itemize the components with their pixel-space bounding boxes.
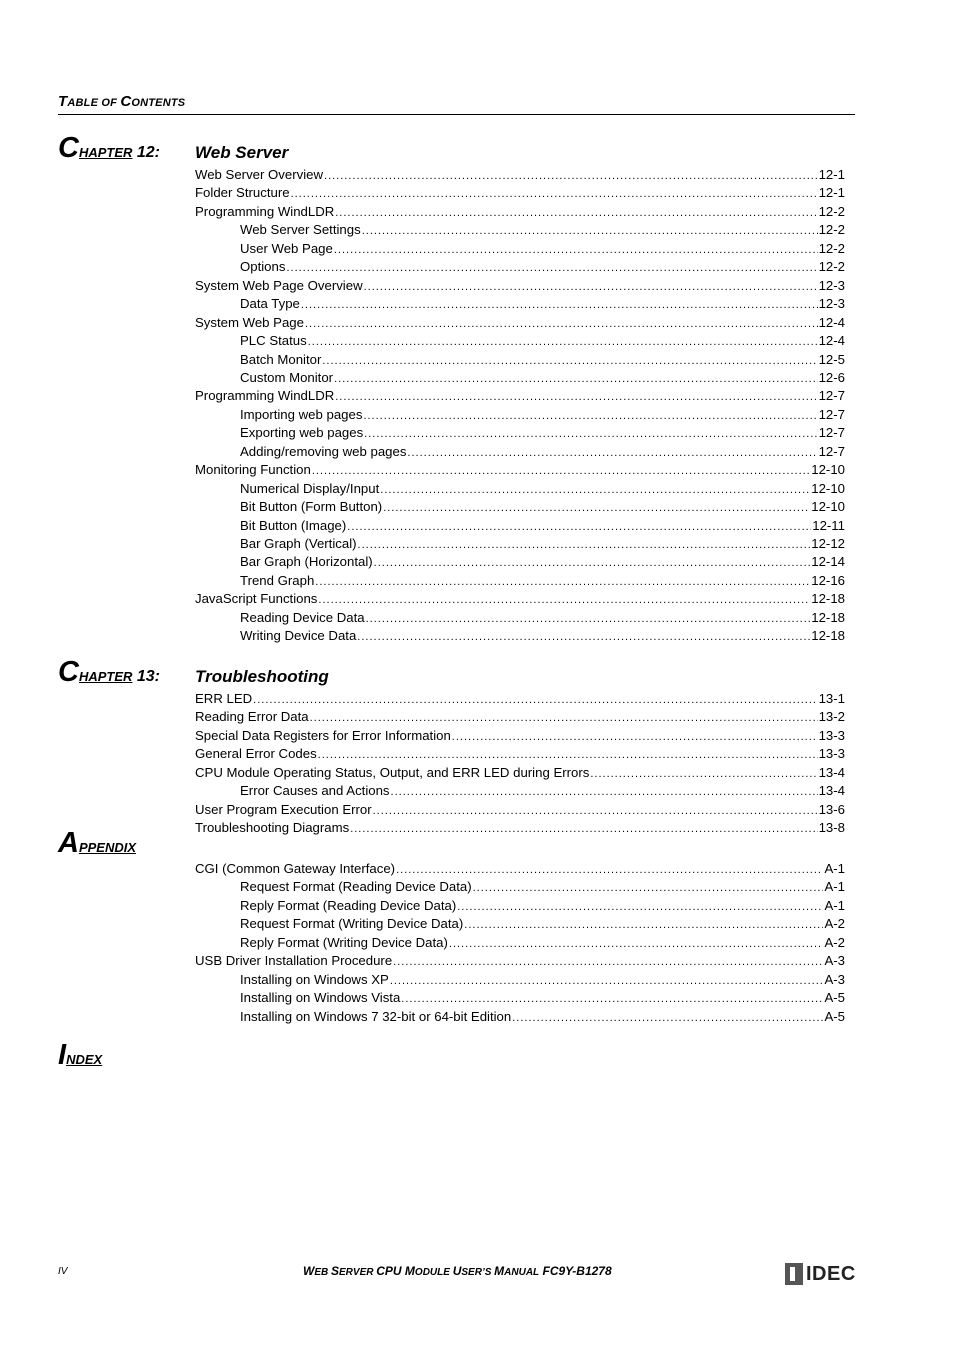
footer-page-number: IV	[58, 1266, 68, 1277]
toc-entry-label: System Web Page	[195, 314, 304, 330]
toc-entry-page: 13-3	[818, 746, 845, 762]
toc-entry-label: General Error Codes	[195, 746, 317, 762]
toc-subentry[interactable]	[240, 481, 845, 499]
dot-leader	[291, 188, 818, 200]
toc-subentry[interactable]	[240, 536, 845, 554]
toc-entry[interactable]	[195, 709, 845, 727]
dot-leader	[362, 225, 818, 237]
dot-leader	[318, 594, 810, 606]
dot-leader	[391, 786, 818, 798]
toc-entry-label: Reply Format (Reading Device Data)	[240, 897, 457, 913]
toc-entry-label: Bit Button (Form Button)	[240, 499, 383, 515]
toc-entry-page: A-1	[824, 897, 845, 913]
toc-entry-page: A-2	[824, 934, 845, 950]
toc-subentry[interactable]	[240, 916, 845, 934]
toc-subentry[interactable]	[240, 972, 845, 990]
toc-entry-page: 13-4	[818, 764, 845, 780]
toc-entry-label: System Web Page Overview	[195, 277, 363, 293]
toc-entry-label: CPU Module Operating Status, Output, and ERR LED during Errors	[195, 764, 590, 780]
chapter-label: CHAPTER 13:	[58, 656, 160, 688]
toc-entry-label: Numerical Display/Input	[240, 480, 380, 496]
chapter-label: APPENDIX	[58, 827, 137, 859]
toc-entry-label: Importing web pages	[240, 406, 363, 422]
toc-subentry[interactable]	[240, 352, 845, 370]
toc-entry-page: 13-2	[818, 709, 845, 725]
dot-leader	[312, 465, 810, 477]
toc-entry-label: Bit Button (Image)	[240, 517, 347, 533]
dot-leader	[464, 919, 823, 931]
dot-leader	[590, 768, 817, 780]
toc-subentry[interactable]	[240, 935, 845, 953]
chapter-heading	[58, 828, 838, 858]
toc-entry-page: 12-2	[818, 259, 845, 275]
toc-entry[interactable]	[195, 204, 845, 222]
toc-subentry[interactable]	[240, 783, 845, 801]
toc-subentry[interactable]	[240, 573, 845, 591]
toc-subentry[interactable]	[240, 554, 845, 572]
toc-entry-label: USB Driver Installation Procedure	[195, 953, 393, 969]
dot-leader	[364, 428, 817, 440]
dot-leader	[322, 355, 817, 367]
dot-leader	[335, 207, 817, 219]
toc-subentry[interactable]	[240, 444, 845, 462]
toc-entry-label: PLC Status	[240, 333, 307, 349]
chapter-heading	[58, 1040, 838, 1070]
dot-leader	[335, 391, 817, 403]
dot-leader	[357, 631, 810, 643]
toc-entry-page: 12-3	[818, 277, 845, 293]
toc-entry-label: Reading Device Data	[240, 609, 365, 625]
toc-entry-page: 12-10	[811, 462, 845, 478]
toc-entry-label: Options	[240, 259, 286, 275]
toc-subentry[interactable]	[240, 518, 845, 536]
toc-entry-label: Web Server Overview	[195, 167, 324, 182]
toc-entry[interactable]	[195, 388, 845, 406]
toc-subentry[interactable]	[240, 628, 845, 646]
chapter-title: Web Server	[195, 143, 289, 162]
dot-leader	[380, 484, 810, 496]
toc-subentry[interactable]	[240, 407, 845, 425]
dot-leader	[305, 318, 818, 330]
toc-entry[interactable]	[195, 765, 845, 783]
dot-leader	[334, 244, 818, 256]
toc-entry-label: Folder Structure	[195, 185, 290, 201]
toc-entry-page: 12-2	[818, 240, 845, 256]
toc-entry[interactable]	[195, 861, 845, 879]
toc-entry-label: Data Type	[240, 296, 300, 312]
toc-entry-label: Writing Device Data	[240, 628, 357, 644]
chapter-label: INDEX	[58, 1039, 103, 1071]
toc-subentry[interactable]	[240, 879, 845, 897]
toc-entry-label: Custom Monitor	[240, 369, 334, 385]
toc-subentry[interactable]	[240, 333, 845, 351]
dot-leader	[452, 731, 818, 743]
dot-leader	[253, 694, 817, 706]
toc-entry[interactable]	[195, 315, 845, 333]
toc-subentry[interactable]	[240, 990, 845, 1008]
chapter-heading	[58, 133, 838, 163]
dot-leader	[393, 956, 823, 968]
toc-entry-page: 12-1	[818, 167, 845, 182]
idec-logo: IDEC	[785, 1263, 856, 1285]
dot-leader	[457, 901, 823, 913]
toc-entry-page: 12-14	[811, 554, 845, 570]
toc-entry-page: 13-8	[818, 820, 845, 836]
toc-entry[interactable]	[195, 167, 845, 185]
toc-entry-page: 13-3	[818, 727, 845, 743]
toc-subentry[interactable]	[240, 610, 845, 628]
toc-entry-page: 12-3	[818, 296, 845, 312]
toc-entry-page: 12-2	[818, 222, 845, 238]
dot-leader	[315, 576, 810, 588]
toc-entry-page: 12-4	[818, 333, 845, 349]
toc-entry-label: Installing on Windows Vista	[240, 990, 401, 1006]
header-title: TABLE OF CONTENTS	[58, 93, 186, 110]
toc-entry-page: 12-18	[811, 591, 845, 607]
dot-leader	[390, 975, 824, 987]
dot-leader	[407, 447, 817, 459]
toc-entry-page: 13-6	[818, 801, 845, 817]
toc-entry-label: Exporting web pages	[240, 425, 364, 441]
toc-entry-page: 12-10	[811, 499, 845, 515]
toc-entry-label: Request Format (Writing Device Data)	[240, 916, 464, 932]
toc-entry-page: 12-12	[811, 536, 845, 551]
toc-entry[interactable]	[195, 746, 845, 764]
toc-entry-label: Special Data Registers for Error Information	[195, 727, 451, 743]
toc-subentry[interactable]	[240, 1009, 845, 1027]
chapter-label: CHAPTER 12:	[58, 132, 160, 164]
toc-entry-label: CGI (Common Gateway Interface)	[195, 861, 396, 876]
dot-leader	[334, 373, 818, 385]
toc-entry-label: Programming WindLDR	[195, 388, 335, 404]
toc-entry-page: 13-4	[818, 783, 845, 799]
dot-leader	[396, 864, 823, 876]
toc-subentry[interactable]	[240, 296, 845, 314]
toc-entry[interactable]	[195, 591, 845, 609]
dot-leader	[374, 557, 811, 569]
toc-subentry[interactable]	[240, 259, 845, 277]
toc-entry-label: Web Server Settings	[240, 222, 361, 238]
dot-leader	[347, 521, 811, 533]
toc-entry-label: Request Format (Reading Device Data)	[240, 879, 472, 895]
toc-entry-page: 12-16	[811, 572, 845, 588]
toc-entry-label: Monitoring Function	[195, 462, 311, 478]
toc-entry-page: 12-5	[818, 351, 845, 367]
toc-entry-page: 12-11	[812, 517, 845, 533]
toc-entry-label: Adding/removing web pages	[240, 443, 407, 459]
dot-leader	[324, 170, 818, 182]
toc-entry-page: 12-7	[818, 425, 845, 441]
toc-entry-page: 12-6	[818, 369, 845, 385]
toc-entry-label: User Program Execution Error	[195, 801, 372, 817]
toc-entry-label: Bar Graph (Horizontal)	[240, 554, 373, 570]
toc-entry-label: ERR LED	[195, 691, 253, 706]
toc-subentry[interactable]	[240, 370, 845, 388]
toc-entry-page: 12-18	[811, 628, 845, 644]
toc-entry[interactable]	[195, 278, 845, 296]
toc-entry-page: 13-1	[818, 691, 845, 706]
dot-leader	[363, 410, 817, 422]
dot-leader	[358, 539, 811, 551]
toc-entry-page: A-2	[824, 916, 845, 932]
toc-entry-page: A-5	[824, 1008, 845, 1024]
toc-entry-label: JavaScript Functions	[195, 591, 318, 607]
toc-entry-page: A-1	[824, 861, 845, 876]
chapter-title: Troubleshooting	[195, 667, 329, 686]
toc-subentry[interactable]	[240, 222, 845, 240]
dot-leader	[401, 993, 823, 1005]
toc-entry-page: 12-1	[818, 185, 845, 201]
toc-entry-page: 12-18	[811, 609, 845, 625]
toc-entry-label: User Web Page	[240, 240, 333, 256]
dot-leader	[301, 299, 818, 311]
toc-entry-page: A-3	[824, 953, 845, 969]
toc-entry-label: Troubleshooting Diagrams	[195, 820, 350, 836]
dot-leader	[473, 882, 824, 894]
toc-entry[interactable]	[195, 728, 845, 746]
dot-leader	[364, 281, 818, 293]
toc-entry-page: 12-4	[818, 314, 845, 330]
idec-logo-mark	[785, 1263, 803, 1285]
dot-leader	[286, 262, 817, 274]
chapter-heading	[58, 657, 838, 687]
dot-leader	[383, 502, 810, 514]
toc-entry[interactable]	[195, 185, 845, 203]
toc-entry-page: 12-7	[818, 388, 845, 404]
toc-entry[interactable]	[195, 953, 845, 971]
dot-leader	[449, 938, 824, 950]
dot-leader	[310, 712, 818, 724]
toc-entry[interactable]	[195, 802, 845, 820]
header-rule	[58, 114, 855, 115]
toc-entry-label: Reply Format (Writing Device Data)	[240, 934, 448, 950]
toc-entry-page: 12-7	[818, 443, 845, 459]
toc-entry-label: Programming WindLDR	[195, 203, 335, 219]
toc-subentry[interactable]	[240, 425, 845, 443]
toc-subentry[interactable]	[240, 241, 845, 259]
toc-subentry[interactable]	[240, 499, 845, 517]
toc-entry-label: Installing on Windows XP	[240, 971, 389, 987]
toc-entry[interactable]	[195, 462, 845, 480]
toc-entry-label: Reading Error Data	[195, 709, 309, 725]
dot-leader	[318, 749, 818, 761]
toc-entry-page: A-1	[824, 879, 845, 895]
toc-entry-page: A-5	[824, 990, 845, 1006]
dot-leader	[512, 1012, 823, 1024]
dot-leader	[308, 336, 818, 348]
toc-entry-page: 12-7	[818, 406, 845, 422]
footer-manual-title: WEB SERVER CPU MODULE USER’S MANUAL FC9Y-B1278	[303, 1264, 612, 1278]
toc-entry-page: 12-10	[811, 480, 845, 496]
toc-entry-label: Trend Graph	[240, 572, 315, 588]
toc-entry-page: 12-2	[818, 203, 845, 219]
toc-entry-page: A-3	[824, 971, 845, 987]
toc-entry-label: Batch Monitor	[240, 351, 322, 367]
toc-entry-label: Error Causes and Actions	[240, 783, 390, 799]
toc-entry[interactable]	[195, 691, 845, 709]
dot-leader	[373, 805, 818, 817]
dot-leader	[366, 613, 811, 625]
toc-subentry[interactable]	[240, 898, 845, 916]
toc-entry-label: Bar Graph (Vertical)	[240, 536, 357, 551]
toc-entry-label: Installing on Windows 7 32-bit or 64-bit Edition	[240, 1008, 512, 1024]
